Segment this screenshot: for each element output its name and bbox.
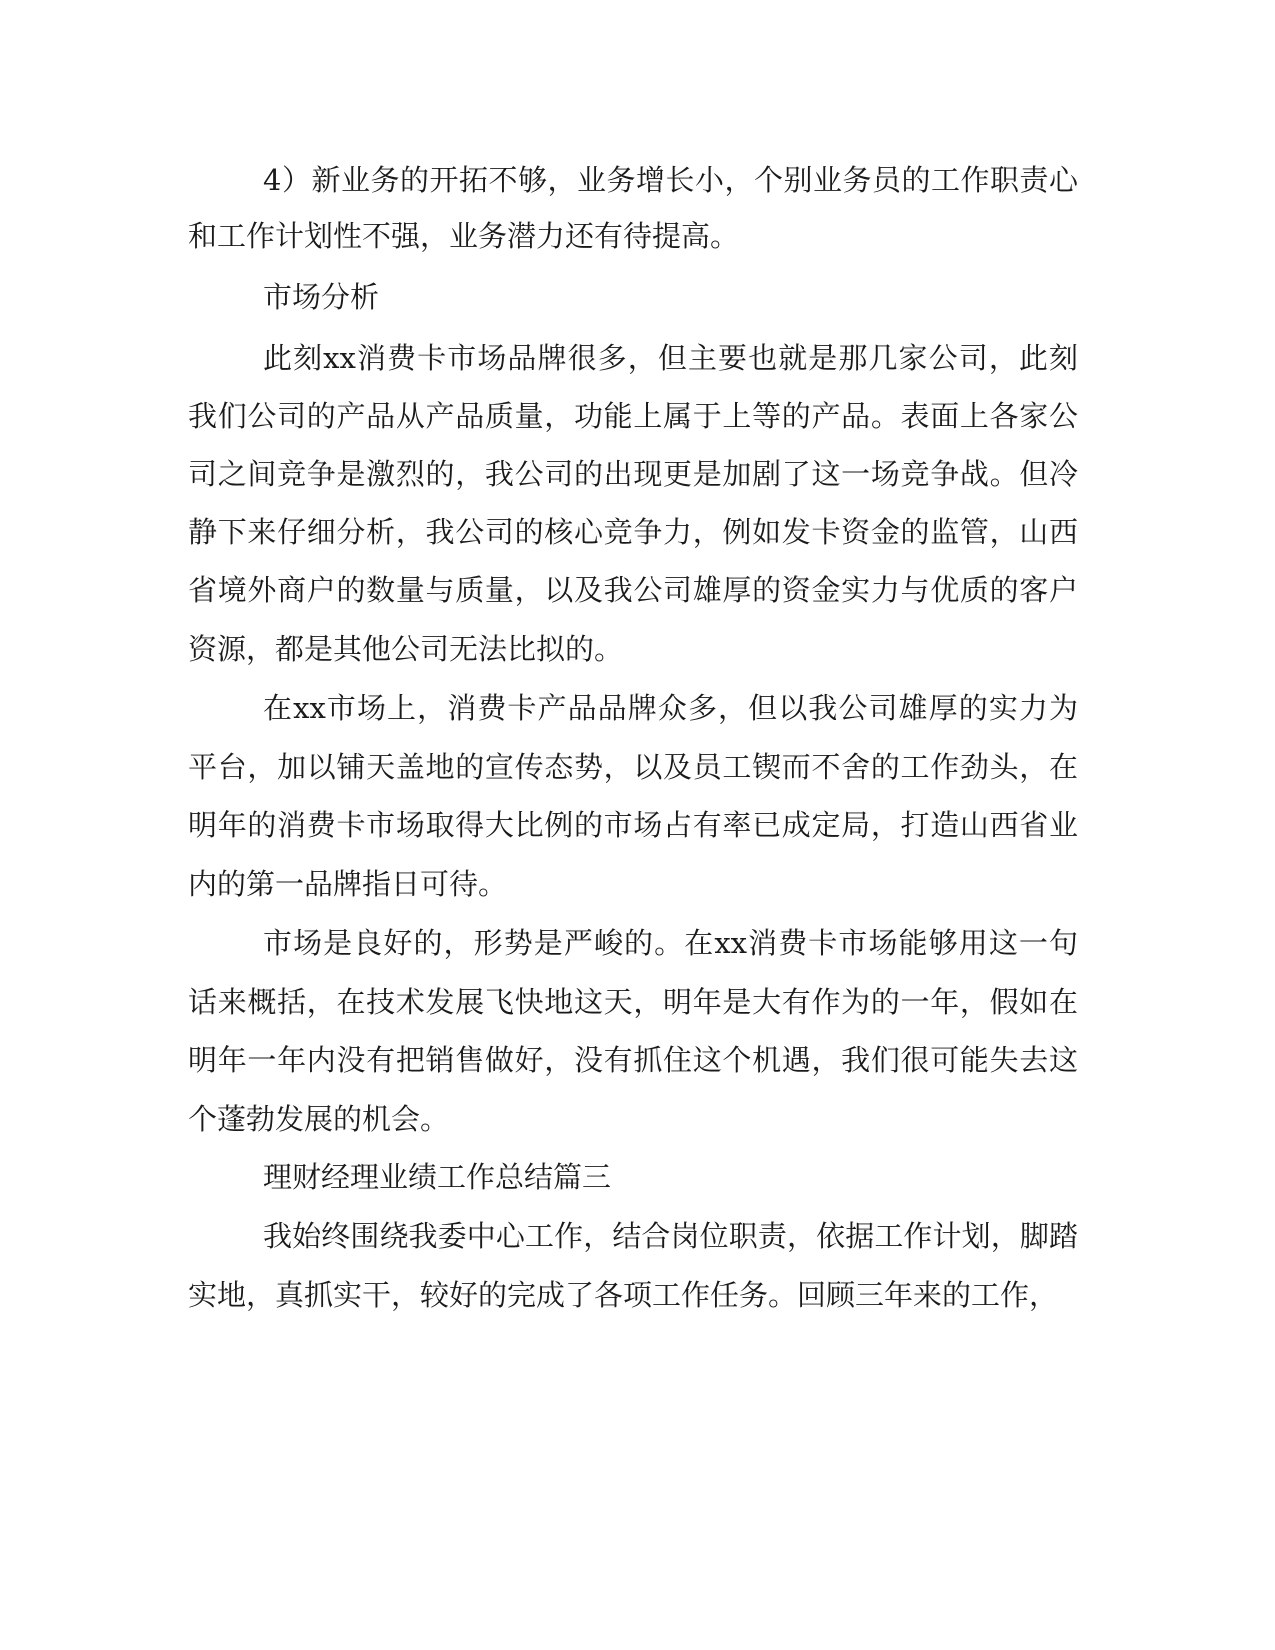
paragraph-line: 市场是良好的，形势是严峻的。在xx消费卡市场能够用这一句	[263, 926, 1078, 960]
paragraph-line: 个蓬勃发展的机会。	[188, 1102, 450, 1136]
paragraph-line: 内的第一品牌指日可待。	[188, 867, 508, 901]
section-heading: 市场分析	[263, 280, 380, 314]
paragraph-line: 资源，都是其他公司无法比拟的。	[188, 632, 624, 666]
paragraph-line: 话来概括，在技术发展飞快地这天，明年是大有作为的一年，假如在	[188, 985, 1078, 1019]
paragraph-line: 4）新业务的开拓不够，业务增长小，个别业务员的工作职责心	[263, 163, 1078, 197]
paragraph-line: 我们公司的产品从产品质量，功能上属于上等的产品。表面上各家公	[188, 399, 1078, 433]
paragraph-line: 和工作计划性不强，业务潜力还有待提高。	[188, 219, 740, 253]
paragraph-line: 司之间竞争是激烈的，我公司的出现更是加剧了这一场竞争战。但冷	[188, 457, 1078, 491]
paragraph-line: 实地，真抓实干，较好的完成了各项工作任务。回顾三年来的工作，	[188, 1278, 1059, 1312]
paragraph-line: 在xx市场上，消费卡产品品牌众多，但以我公司雄厚的实力为	[263, 691, 1078, 725]
paragraph-line: 静下来仔细分析，我公司的核心竞争力，例如发卡资金的监管，山西	[188, 515, 1078, 549]
paragraph-line: 此刻xx消费卡市场品牌很多，但主要也就是那几家公司，此刻	[263, 341, 1078, 375]
paragraph-line: 明年的消费卡市场取得大比例的市场占有率已成定局，打造山西省业	[188, 808, 1078, 842]
paragraph-line: 明年一年内没有把销售做好，没有抓住这个机遇，我们很可能失去这	[188, 1043, 1078, 1077]
section-heading: 理财经理业绩工作总结篇三	[263, 1160, 612, 1194]
paragraph-line: 我始终围绕我委中心工作，结合岗位职责，依据工作计划，脚踏	[263, 1219, 1078, 1253]
paragraph-line: 平台，加以铺天盖地的宣传态势，以及员工锲而不舍的工作劲头，在	[188, 750, 1078, 784]
paragraph-line: 省境外商户的数量与质量，以及我公司雄厚的资金实力与优质的客户	[188, 573, 1078, 607]
